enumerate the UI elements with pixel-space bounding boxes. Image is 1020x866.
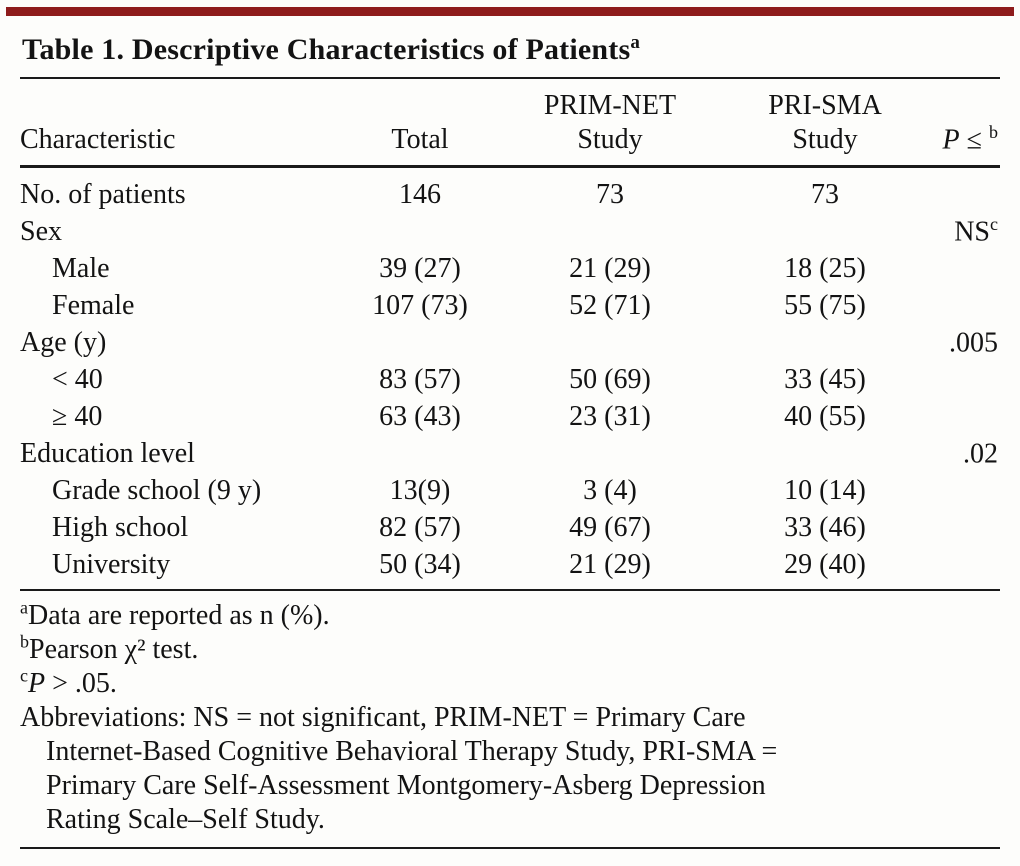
table-title-footnote-marker: a [630,32,641,53]
column-header-prim-net [510,89,710,157]
cell-prim-net: 23 (31) [569,400,651,432]
footnote-marker: a [20,597,28,618]
cell-total: 107 (73) [372,289,468,321]
table-row [20,176,1000,213]
row-label: Sex [20,215,62,247]
footnote-text: Pearson χ² test. [29,634,199,665]
cell-p-value [940,214,1000,248]
footnote-text: > .05. [45,668,117,699]
row-label: No. of patients [20,178,186,210]
column-header-pri-sma-line1: PRI-SMA [768,90,882,121]
cell-total: 63 (43) [379,400,461,432]
footnotes [20,599,1000,701]
p-footnote-marker: b [989,121,998,142]
cell-pri-sma: 10 (14) [784,474,866,506]
journal-table-figure [0,30,1020,849]
cell-pri-sma: 55 (75) [784,289,866,321]
row-label: ≥ 40 [52,400,103,432]
footnote-italic-symbol: P [28,668,46,699]
cell-total: 50 (34) [379,548,461,580]
row-label: Male [52,252,110,284]
accent-bar [6,7,1014,16]
footnote-marker: b [20,631,29,652]
column-header-prim-net-line1: PRIM-NET [543,90,677,121]
p-value-text: .005 [949,327,998,359]
row-label: Age (y) [20,326,107,358]
table-title-text: Table 1. Descriptive Characteristics of Patients [22,33,631,66]
table-row [20,324,1000,361]
cell-total: 39 (27) [379,252,461,284]
table-row [20,213,1000,250]
cell-prim-net: 52 (71) [569,289,651,321]
row-label: Education level [20,437,195,469]
cell-pri-sma: 18 (25) [784,252,866,284]
cell-total: 83 (57) [379,363,461,395]
cell-prim-net: 50 (69) [569,363,651,395]
footnote [20,633,1000,667]
cell-total: 146 [399,178,441,210]
cell-pri-sma: 40 (55) [784,400,866,432]
footnote-text: Data are reported as n (%). [28,600,330,631]
column-header-pri-sma [710,89,940,157]
column-header-prim-net-line2: Study [577,124,643,155]
abbreviations-note: Abbreviations: NS = not significant, PRIM-NET = Primary Care Internet-Based Cognitive Behavioral Therapy Study, PRI-SMA = Primary Care Self-Assessment Montgomery-Asberg Depression Rating Scale–Self Study. [20,702,778,835]
column-header-pri-sma-line2: Study [792,124,858,155]
cell-pri-sma: 29 (40) [784,548,866,580]
cell-pri-sma: 73 [811,178,839,210]
p-value-footnote-marker: c [990,214,998,235]
footnote [20,599,1000,633]
table-row [20,361,1000,398]
row-label: < 40 [52,363,103,395]
row-label: Female [52,289,135,321]
table-row [20,509,1000,546]
cell-prim-net: 73 [596,178,624,210]
cell-prim-net: 3 (4) [583,474,637,506]
table-row [20,398,1000,435]
table-row [20,472,1000,509]
table-row [20,435,1000,472]
cell-prim-net: 21 (29) [569,548,651,580]
table-row [20,287,1000,324]
column-header-total: Total [391,124,449,155]
cell-p-value [940,436,1000,470]
p-symbol: P [942,124,960,155]
cell-pri-sma: 33 (46) [784,511,866,543]
row-label: University [52,548,171,580]
footnote-section [20,591,1000,849]
footnote [20,667,1000,701]
row-label: High school [52,511,189,543]
cell-p-value [940,325,1000,359]
cell-prim-net: 21 (29) [569,252,651,284]
cell-pri-sma: 33 (45) [784,363,866,395]
footnote-marker: c [20,665,28,686]
p-value-text: NS [954,216,990,248]
cell-prim-net: 49 (67) [569,511,651,543]
table-header-row [20,79,1000,168]
cell-total: 82 (57) [379,511,461,543]
cell-total: 13(9) [389,474,451,506]
column-header-characteristic: Characteristic [20,124,176,155]
table-row [20,546,1000,583]
p-operator: ≤ [959,124,989,155]
table-body [20,168,1000,591]
table-row [20,250,1000,287]
column-header-p-value [940,115,1000,157]
p-value-text: .02 [963,438,998,470]
table-title [20,30,1000,79]
row-label: Grade school (9 y) [52,474,262,506]
